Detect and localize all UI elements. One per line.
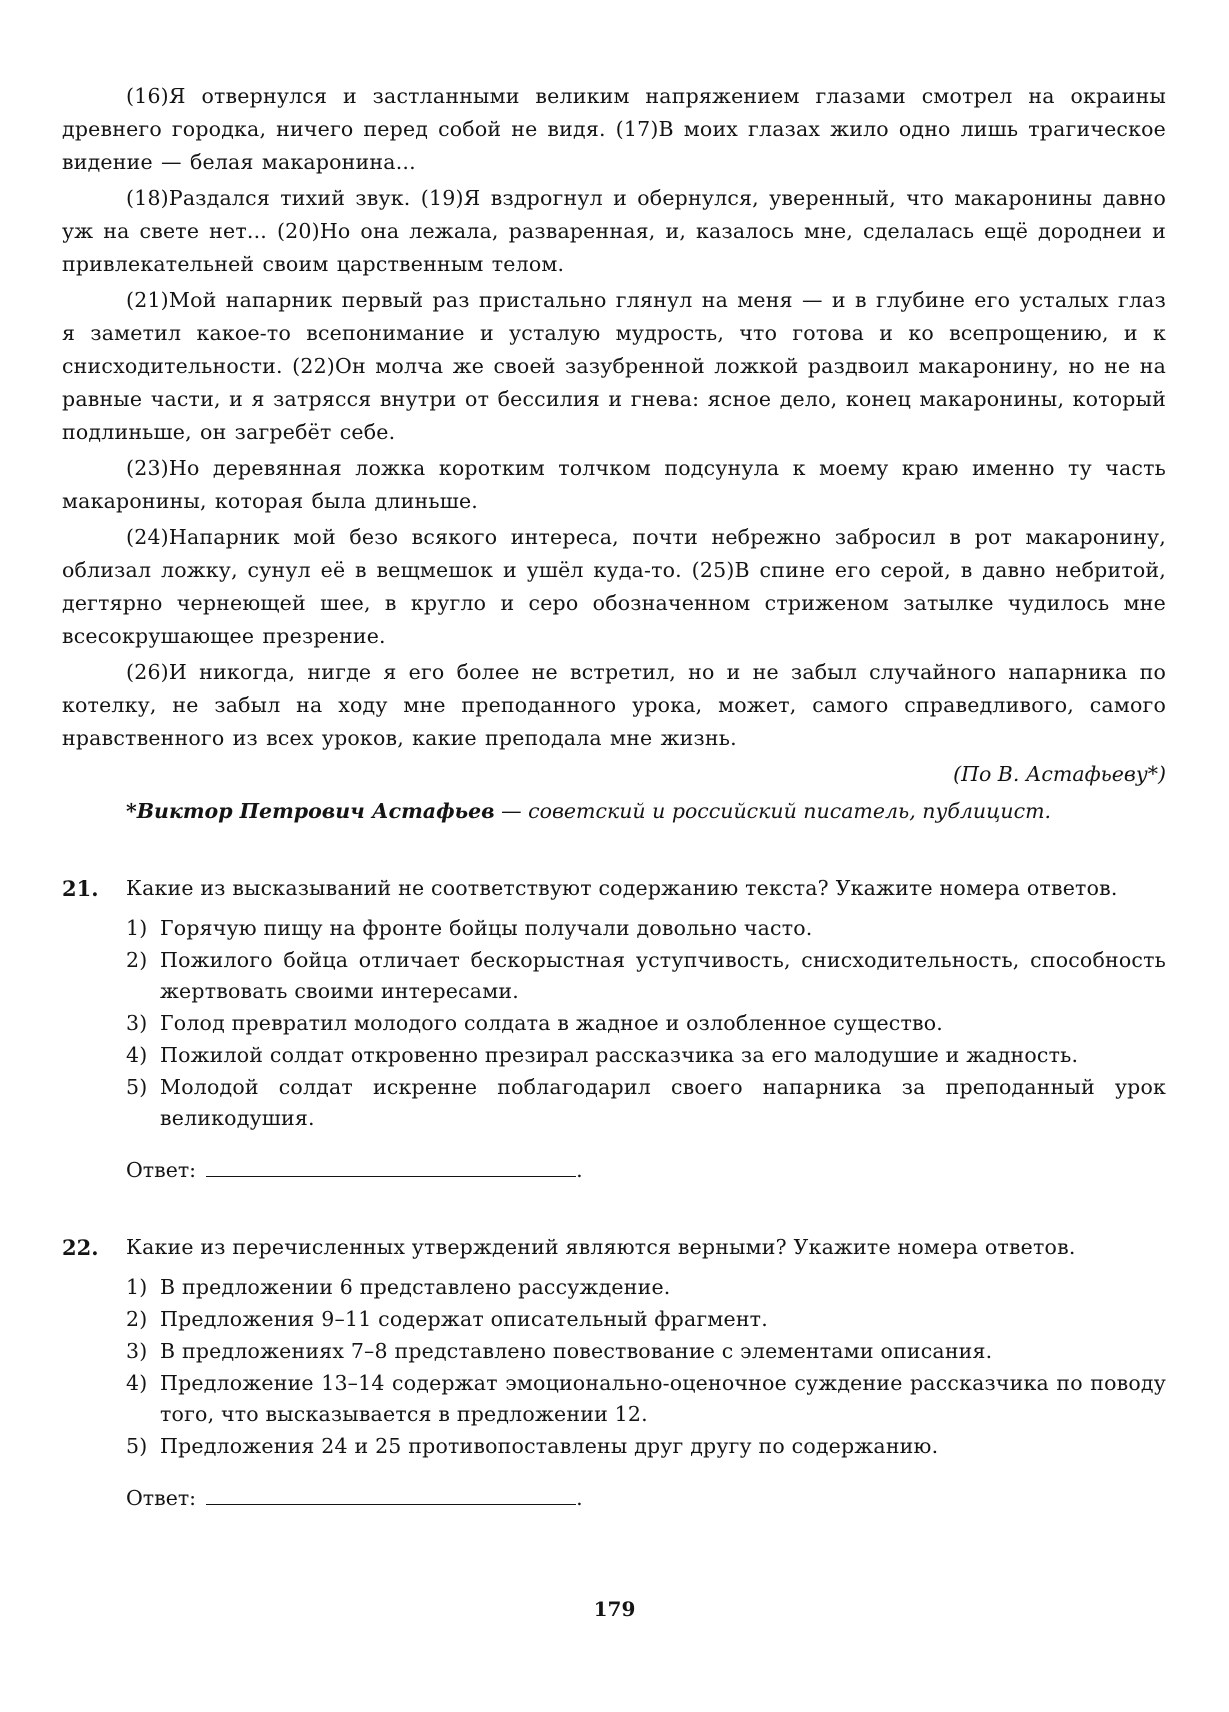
option-item (126, 1336, 1166, 1367)
option-number: 3) (126, 1011, 148, 1035)
option-text: Пожилого бойца отличает бескорыстная уступчивость, снисходительность, способность жертвовать своими интересами. (160, 948, 1166, 1003)
option-item (126, 913, 1166, 944)
option-number: 2) (126, 948, 148, 972)
option-text: Пожилой солдат откровенно презирал рассказчика за его малодушие и жадность. (160, 1043, 1079, 1067)
option-item (126, 1304, 1166, 1335)
footnote-author-name: *Виктор Петрович Астафьев (126, 799, 495, 823)
answer-options (126, 913, 1166, 1134)
option-item (126, 1008, 1166, 1039)
option-text: Предложения 9–11 содержат описательный фрагмент. (160, 1307, 768, 1331)
option-item (126, 1431, 1166, 1462)
footnote-description: — советский и российский писатель, публицист. (494, 799, 1052, 823)
task-question: Какие из высказываний не соответствуют содержанию текста? Укажите номера ответов. (126, 876, 1118, 900)
option-item (126, 1040, 1166, 1071)
option-text: В предложениях 7–8 представлено повествование с элементами описания. (160, 1339, 993, 1363)
answer-options (126, 1272, 1166, 1462)
option-item (126, 1272, 1166, 1303)
author-footnote (126, 795, 1166, 828)
task-number: 22. (62, 1235, 99, 1260)
option-text: Горячую пищу на фронте бойцы получали довольно часто. (160, 916, 813, 940)
option-text: Голод превратил молодого солдата в жадное и озлобленное существо. (160, 1011, 944, 1035)
option-item (126, 945, 1166, 1007)
option-number: 1) (126, 1275, 148, 1299)
task-question: Какие из перечисленных утверждений являются верными? Укажите номера ответов. (126, 1235, 1076, 1259)
answer-label: Ответ: (126, 1158, 197, 1182)
answer-period: . (576, 1486, 583, 1510)
option-number: 4) (126, 1043, 148, 1067)
option-number: 5) (126, 1075, 148, 1099)
answer-field[interactable] (206, 1154, 576, 1177)
answer-row (126, 1154, 1166, 1187)
text-paragraph: (23)Но деревянная ложка коротким толчком подсунула к моему краю именно ту часть макаронины, которая была длиньше. (62, 456, 1166, 513)
task-21 (62, 872, 1166, 1187)
option-number: 1) (126, 916, 148, 940)
text-paragraph: (24)Напарник мой безо всякого интереса, почти небрежно забросил в рот макаронину, облизал ложку, сунул её в вещмешок и ушёл куда-то. (25)В спине его серой, в давно небритой, дегтярно чернеющей шее, в кругло и серо обозначенном стриженом затылке чудилось мне всесокрушающее презрение. (62, 525, 1166, 648)
text-paragraph: (16)Я отвернулся и застланными великим напряжением глазами смотрел на окраины древнего городка, ничего перед собой не видя. (17)В моих глазах жило одно лишь трагическое видение — белая макаронина... (62, 84, 1166, 174)
source-attribution: (По В. Астафьеву*) (953, 762, 1166, 786)
option-number: 5) (126, 1434, 148, 1458)
answer-row (126, 1482, 1166, 1515)
option-number: 3) (126, 1339, 148, 1363)
task-number: 21. (62, 876, 99, 901)
option-item (126, 1368, 1166, 1430)
page-content (62, 80, 1166, 1515)
option-number: 2) (126, 1307, 148, 1331)
option-text: Предложение 13–14 содержат эмоционально-оценочное суждение рассказчика по поводу того, что высказывается в предложении 12. (160, 1371, 1166, 1426)
answer-field[interactable] (206, 1482, 576, 1505)
text-paragraph: (21)Мой напарник первый раз пристально глянул на меня — и в глубине его усталых глаз я заметил какое-то всепонимание и усталую мудрость, что готова и ко всепрощению, и к снисходительности. (22)Он молча же своей зазубренной ложкой раздвоил макаронину, но не на равные части, и я затрясся внутри от бессилия и гнева: ясное дело, конец макаронины, который подлиньше, он загребёт себе. (62, 288, 1166, 444)
option-text: Молодой солдат искренне поблагодарил своего напарника за преподанный урок великодушия. (160, 1075, 1166, 1130)
text-paragraph: (18)Раздался тихий звук. (19)Я вздрогнул и обернулся, уверенный, что макаронины давно уж на свете нет... (20)Но она лежала, разваренная, и, казалось мне, сделалась ещё дороднеи и привлекательней своим царственным телом. (62, 186, 1166, 276)
page-number: 179 (593, 1597, 636, 1621)
task-22 (62, 1231, 1166, 1515)
text-paragraph: (26)И никогда, нигде я его более не встретил, но и не забыл случайного напарника по котелку, не забыл на ходу мне преподанного урока, может, самого справедливого, самого нравственного из всех уроков, какие преподала мне жизнь. (62, 660, 1166, 750)
option-number: 4) (126, 1371, 148, 1395)
answer-label: Ответ: (126, 1486, 197, 1510)
answer-period: . (576, 1158, 583, 1182)
option-item (126, 1072, 1166, 1134)
option-text: В предложении 6 представлено рассуждение. (160, 1275, 671, 1299)
option-text: Предложения 24 и 25 противопоставлены друг другу по содержанию. (160, 1434, 939, 1458)
